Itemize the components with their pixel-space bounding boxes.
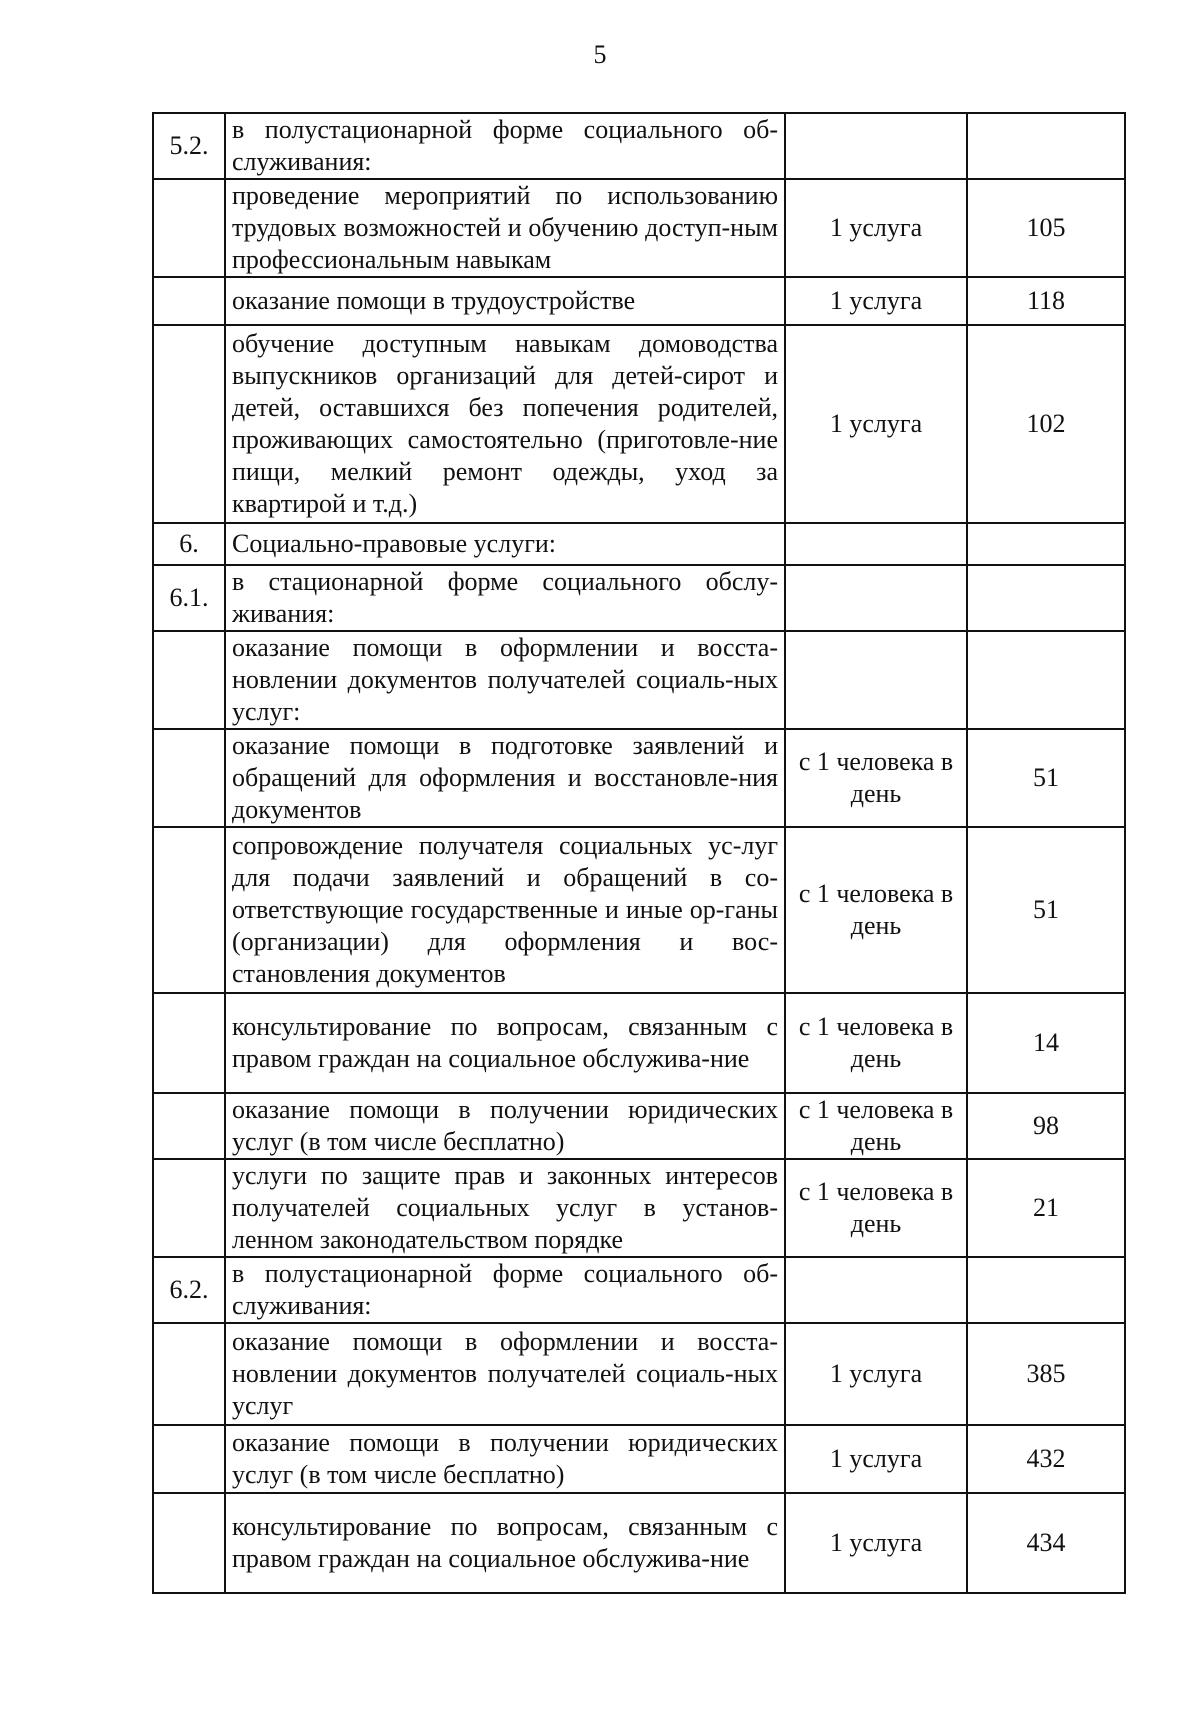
price-cell: 102 <box>967 325 1125 523</box>
unit-cell: 1 услуга <box>785 325 967 523</box>
price-cell: 51 <box>967 729 1125 827</box>
table-row <box>153 1323 1125 1425</box>
row-number-cell <box>153 1493 225 1593</box>
unit-cell: с 1 человека в день <box>785 827 967 993</box>
price-cell: 105 <box>967 179 1125 277</box>
unit-cell: 1 услуга <box>785 277 967 325</box>
service-name-cell: оказание помощи в оформлении и восста-новлении документов получателей социаль-ных услуг: <box>225 631 785 729</box>
price-cell: 385 <box>967 1323 1125 1425</box>
price-cell <box>967 631 1125 729</box>
unit-cell: с 1 человека в день <box>785 1159 967 1257</box>
price-cell: 14 <box>967 993 1125 1093</box>
service-name-cell: в полустационарной форме социального об-служивания: <box>225 1257 785 1323</box>
unit-cell: с 1 человека в день <box>785 993 967 1093</box>
unit-cell: с 1 человека в день <box>785 729 967 827</box>
service-name-cell: оказание помощи в получении юридических услуг (в том числе бесплатно) <box>225 1093 785 1159</box>
service-name-cell: консультирование по вопросам, связанным с правом граждан на социальное обслужива-ние <box>225 1493 785 1593</box>
service-name-cell: оказание помощи в получении юридических услуг (в том числе бесплатно) <box>225 1425 785 1493</box>
price-cell: 51 <box>967 827 1125 993</box>
price-cell <box>967 113 1125 179</box>
table-row <box>153 827 1125 993</box>
unit-cell <box>785 565 967 631</box>
row-number-cell <box>153 1323 225 1425</box>
price-cell: 21 <box>967 1159 1125 1257</box>
table-row <box>153 1493 1125 1593</box>
row-number-cell <box>153 1093 225 1159</box>
table-row <box>153 1093 1125 1159</box>
unit-cell: с 1 человека в день <box>785 1093 967 1159</box>
table-row <box>153 729 1125 827</box>
unit-cell: 1 услуга <box>785 1493 967 1593</box>
service-name-cell: Социально-правовые услуги: <box>225 523 785 565</box>
unit-cell <box>785 1257 967 1323</box>
row-number-cell <box>153 179 225 277</box>
price-cell <box>967 565 1125 631</box>
row-number-cell: 6. <box>153 523 225 565</box>
unit-cell <box>785 631 967 729</box>
table-row <box>153 631 1125 729</box>
table-row <box>153 1159 1125 1257</box>
table-row <box>153 565 1125 631</box>
service-name-cell: оказание помощи в подготовке заявлений и обращений для оформления и восстановле-ния документов <box>225 729 785 827</box>
price-cell: 98 <box>967 1093 1125 1159</box>
service-name-cell: в стационарной форме социального обслу-живания: <box>225 565 785 631</box>
service-name-cell: проведение мероприятий по использованию трудовых возможностей и обучению доступ-ным профессиональным навыкам <box>225 179 785 277</box>
row-number-cell: 6.1. <box>153 565 225 631</box>
service-name-cell: консультирование по вопросам, связанным с правом граждан на социальное обслужива-ние <box>225 993 785 1093</box>
row-number-cell <box>153 729 225 827</box>
table-row <box>153 325 1125 523</box>
unit-cell: 1 услуга <box>785 1323 967 1425</box>
table-row <box>153 179 1125 277</box>
service-name-cell: сопровождение получателя социальных ус-луг для подачи заявлений и обращений в со-ответствующие государственные и иные ор-ганы (организации) для оформления и вос-становления документов <box>225 827 785 993</box>
service-name-cell: обучение доступным навыкам домоводства выпускников организаций для детей-сирот и детей, оставшихся без попечения родителей, проживающих самостоятельно (приготовле-ние пищи, мелкий ремонт одежды, уход за квартирой и т.д.) <box>225 325 785 523</box>
service-name-cell: в полустационарной форме социального об-служивания: <box>225 113 785 179</box>
service-name-cell: услуги по защите прав и законных интересов получателей социальных услуг в установ-ленном законодательством порядке <box>225 1159 785 1257</box>
price-cell <box>967 523 1125 565</box>
table-row <box>153 1257 1125 1323</box>
row-number-cell <box>153 277 225 325</box>
row-number-cell <box>153 1159 225 1257</box>
unit-cell: 1 услуга <box>785 179 967 277</box>
price-cell: 432 <box>967 1425 1125 1493</box>
table-row <box>153 113 1125 179</box>
service-name-cell: оказание помощи в трудоустройстве <box>225 277 785 325</box>
price-cell: 118 <box>967 277 1125 325</box>
row-number-cell <box>153 993 225 1093</box>
page-number: 5 <box>593 40 607 69</box>
row-number-cell <box>153 1425 225 1493</box>
unit-cell <box>785 523 967 565</box>
row-number-cell <box>153 325 225 523</box>
table-row <box>153 277 1125 325</box>
row-number-cell <box>153 827 225 993</box>
price-cell <box>967 1257 1125 1323</box>
price-cell: 434 <box>967 1493 1125 1593</box>
unit-cell <box>785 113 967 179</box>
unit-cell: 1 услуга <box>785 1425 967 1493</box>
row-number-cell: 6.2. <box>153 1257 225 1323</box>
table-body <box>153 113 1125 1593</box>
row-number-cell: 5.2. <box>153 113 225 179</box>
row-number-cell <box>153 631 225 729</box>
services-price-table <box>152 112 1126 1594</box>
table-row <box>153 1425 1125 1493</box>
table-row <box>153 993 1125 1093</box>
table-row <box>153 523 1125 565</box>
service-name-cell: оказание помощи в оформлении и восста-новлении документов получателей социаль-ных услуг <box>225 1323 785 1425</box>
